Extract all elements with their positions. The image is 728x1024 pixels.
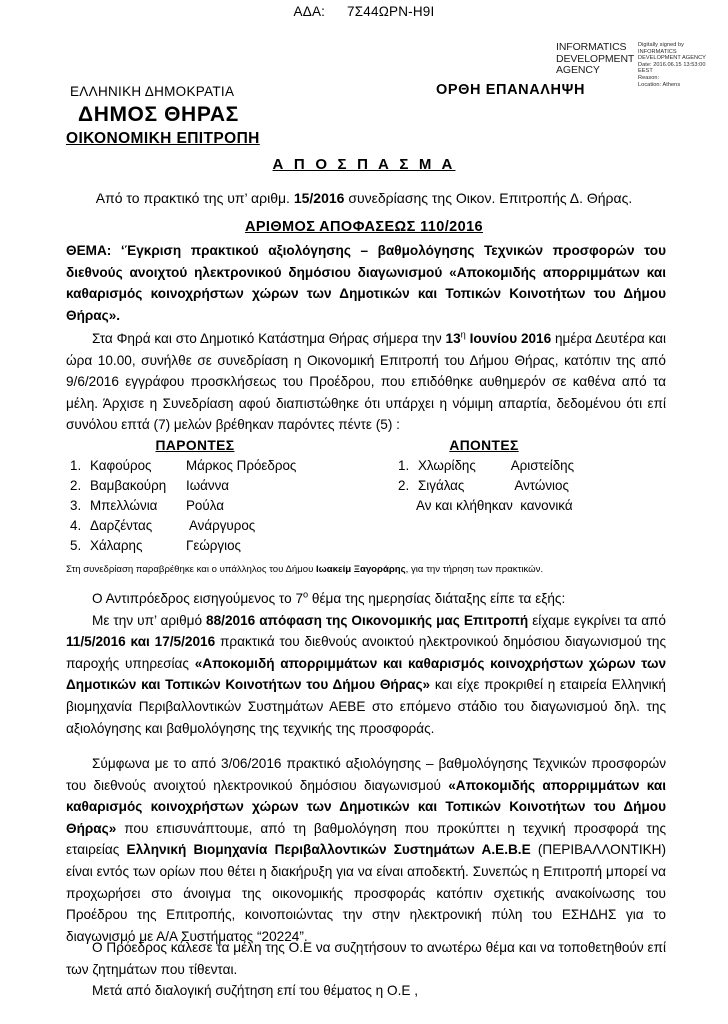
present-header [66,436,366,456]
para1-tender-title: «Αποκομιδή απορριμμάτων και καθαρισμός κοινοχρήστων χώρων των Δημοτικών και Τοπικών Κοινοτήτων του Δήμου Θήρας» [66,655,667,693]
signature-location: Location: Athens [638,81,681,88]
present-3-firstname: Ρούλα [186,498,224,513]
present-3-surname: Μπελλώνια [90,498,158,513]
secretary-name: Ιωακείμ Ξαγοράρης [316,564,406,575]
list-item [66,476,366,496]
present-header-text: ΠΑΡΟΝΤΕΣ [155,438,235,453]
absent-2-surname: Σιγάλας [418,478,465,493]
signature-date: Date: 2016.06.15 13:53:00 [638,61,706,68]
absent-2-num: 2. [398,478,410,493]
para2-text-c: (ΠΕΡΙΒΑΛΛΟΝΤΙΚΗ) είναι εντός των ορίων που θέτει η διακήρυξη για να είναι αποδεκτή. Συνεπώς η Επιτροπή μπορεί να προχωρήσει στο άνοιγμα της οικονομικής προσφοράς κατόπιν σχετικής ανακοίνωσης του Προέδρου της Επιτροπής, κοινοποιώντας την στην ηλεκτρονική πύλη του ΕΣΗΔΗΣ για το διαγωνισμό με Α/Α Συστήματος “20224”. [66,842,667,944]
vice-president-intro-a: Ο Αντιπρόεδρος εισηγούμενος το 7 [92,591,304,606]
secretary-note-part2: , για την τήρηση των πρακτικών. [405,564,544,575]
para1-text-b: είχαμε εγκρίνει τα από [528,612,666,628]
meeting-part1: Στα Φηρά και στο Δημοτικό Κατάστημα Θήρας σήμερα την [92,331,446,346]
decision-number: ΑΡΙΘΜΟΣ ΑΠΟΦΑΣΕΩΣ 110/2016 [244,219,483,235]
para1-text-a: Με την υπ’ αριθμό [92,612,207,628]
signature-agency-name: INFORMATICS DEVELOPMENT AGENCY [556,41,635,76]
present-1-surname: Καφούρος [90,458,152,473]
para3-text-a: Ο Πρόεδρος κάλεσε τα μέλη της Ο.Ε να συζητήσουν το ανωτέρω θέμα και να τοποθετηθούν επί των ζητημάτων που τίθενται. [66,940,666,977]
para1-decision-88: 88/2016 απόφαση της Οικονομικής μας Επιτροπή [206,612,529,628]
meeting-date-ordinal: η [460,329,466,340]
para2-company-name: Ελληνική Βιομηχανία Περιβαλλοντικών Συστημάτων Α.Ε.Β.Ε [126,842,531,858]
present-2-surname: Βαμβακούρη [90,478,167,493]
signature-signed-by-line1: Digitally signed by [638,42,685,48]
vice-president-intro-b: θέμα της ημερησίας διάταξης είπε τα εξής: [308,591,566,606]
attendance-columns [66,436,666,556]
secretary-note-part1: Στη συνεδρίαση παραβρέθηκε και ο υπάλληλος του Δήμου [66,564,316,575]
minutes-reference-suffix: συνεδρίασης της Οικον. Επιτροπής Δ. Θήρας. [344,190,633,206]
authority-municipality: ΔΗΜΟΣ ΘΗΡΑΣ [78,103,239,126]
theme-text: ‘Έγκριση πρακτικού αξιολόγησης – βαθμολόγησης Τεχνικών προσφορών του διεθνούς ανοιχτού ηλεκτρονικού δημόσιου διαγωνισμού «Αποκομιδής απορριμμάτων και καθαρισμός κοινοχρήστων χώρων των Δημοτικών και Τοπικών Κοινοτήτων του Δήμου Θήρας». [66,243,666,323]
agenda-item-ordinal: ο [303,589,309,600]
absent-1-num: 1. [398,458,410,473]
ada-code: 7Σ44ΩΡΝ-Η9Ι [347,4,435,19]
present-1-num: 1. [70,458,82,473]
absent-header [366,436,666,456]
present-5-surname: Χάλαρης [90,538,143,553]
present-3-num: 3. [70,498,82,513]
present-2-firstname: Ιωάννα [186,478,230,493]
list-item [66,496,366,516]
authority-header [66,84,396,148]
secretary-note [66,563,666,576]
body-paragraph-2 [66,753,666,947]
signature-reason: Reason: [638,74,660,81]
excerpt-title [0,156,728,173]
meeting-date-day: 13 [445,331,461,346]
para2-tender-title: «Αποκομιδής απορριμμάτων και καθαρισμός κοινοχρήστων χώρων των Δημοτικών και Τοπικών Κοινοτήτων του Δήμου Θήρας» [66,777,666,836]
absent-header-text: ΑΠΟΝΤΕΣ [449,438,519,453]
signature-signed-by-line2: INFORMATICS [638,48,677,55]
absent-1-firstname: Αριστείδης [504,458,575,473]
absent-1-surname: Χλωρίδης [418,458,476,473]
signature-timezone: EEST [638,68,653,75]
authority-republic: ΕΛΛΗΝΙΚΗ ΔΗΜΟΚΡΑΤΙΑ [70,84,235,99]
absent-note: Αν και κλήθηκαν κανονικά [416,498,573,513]
present-column [66,436,366,556]
minutes-number: 15/2016 [293,190,345,206]
present-2-num: 2. [70,478,82,493]
para1-text-c: πρακτικά του διεθνούς ανοικτού ηλεκτρονικού δημόσιου διαγωνισμού της παροχής υπηρεσίας [66,634,667,671]
present-5-firstname: Γεώργιος [186,538,241,553]
list-item [366,456,666,476]
meeting-date-month-year: Ιουνίου 2016 [465,331,552,346]
para1-dates: 11/5/2016 και 17/5/2016 [66,634,216,650]
body-paragraph-3 [66,937,666,1002]
list-item [66,536,366,556]
present-1-role: Πρόεδρος [232,458,297,473]
minutes-reference-prefix: Από το πρακτικό της υπ’ αριθμ. [95,190,294,206]
body-paragraph-1 [66,588,666,739]
para3-text-b: Μετά από διαλογική συζήτηση επί του θέματος η Ο.Ε , [92,983,418,999]
absent-column [366,436,666,556]
present-4-surname: Δαρζέντας [90,518,153,533]
correction-notice: ΟΡΘΗ ΕΠΑΝΑΛΗΨΗ [436,82,586,98]
attendance-section [66,436,666,556]
absent-2-firstname: Αντώνιος [504,478,569,493]
para2-text-b: που επισυνάπτουμε, από τη βαθμολόγηση που προκύπτει η τεχνική προσφορά της εταιρείας [66,820,666,858]
para2-text-a: Σύμφωνα με το από 3/06/2016 πρακτικό αξιολόγησης – βαθμολόγησης Τεχνικών προσφορών του διεθνούς ανοιχτού ηλεκτρονικού δημόσιου διαγωνισμού [66,756,666,793]
present-4-firstname: Ανάργυρος [186,518,256,533]
present-4-num: 4. [70,518,82,533]
authority-committee: ΟΙΚΟΝΟΜΙΚΗ ΕΠΙΤΡΟΠΗ [66,130,260,147]
signature-signed-by-line3: DEVELOPMENT AGENCY [638,55,706,62]
meeting-part2: ημέρα Δευτέρα και ώρα 10.00, συνήλθε σε συνεδρίαση η Οικονομική Επιτροπή του Δήμου Θήρας, κατόπιν της από 9/6/2016 εγγράφου προσκλήσεως του Προέδρου, που επιδόθηκε αυθημερόν σε καθένα από τα μέλη. Άρχισε η Συνεδρίαση αφού διαπιστώθηκε ότι υπάρχει η νόμιμη απαρτία, δεδομένου ότι επί συνόλου επτά (7) μελών βρέθηκαν παρόντες πέντε (5) : [66,331,666,433]
signature-details [638,42,722,88]
decision-number-line [0,219,728,235]
excerpt-title-text: Α Π Ο Σ Π Α Σ Μ Α [272,156,456,173]
list-item [66,456,366,476]
meeting-paragraph [66,328,666,436]
ada-label: ΑΔΑ: [293,4,326,19]
present-5-num: 5. [70,538,82,553]
list-item [366,476,666,496]
theme-label: ΘΕΜΑ: [66,243,121,258]
minutes-reference [0,190,728,206]
theme-paragraph [66,240,666,326]
ada-header [0,4,728,19]
list-item [66,516,366,536]
para1-text-d: και είχε προκριθεί η εταιρεία Ελληνική βιομηχανία Περιβαλλοντικών Συστημάτων ΑΕΒΕ στο επόμενο στάδιο του διαγωνισμού δηλ. της αξιολόγησης και βαθμολόγησης της τεχνικής της προσφοράς. [66,677,666,736]
present-1-firstname: Μάρκος [186,458,233,473]
